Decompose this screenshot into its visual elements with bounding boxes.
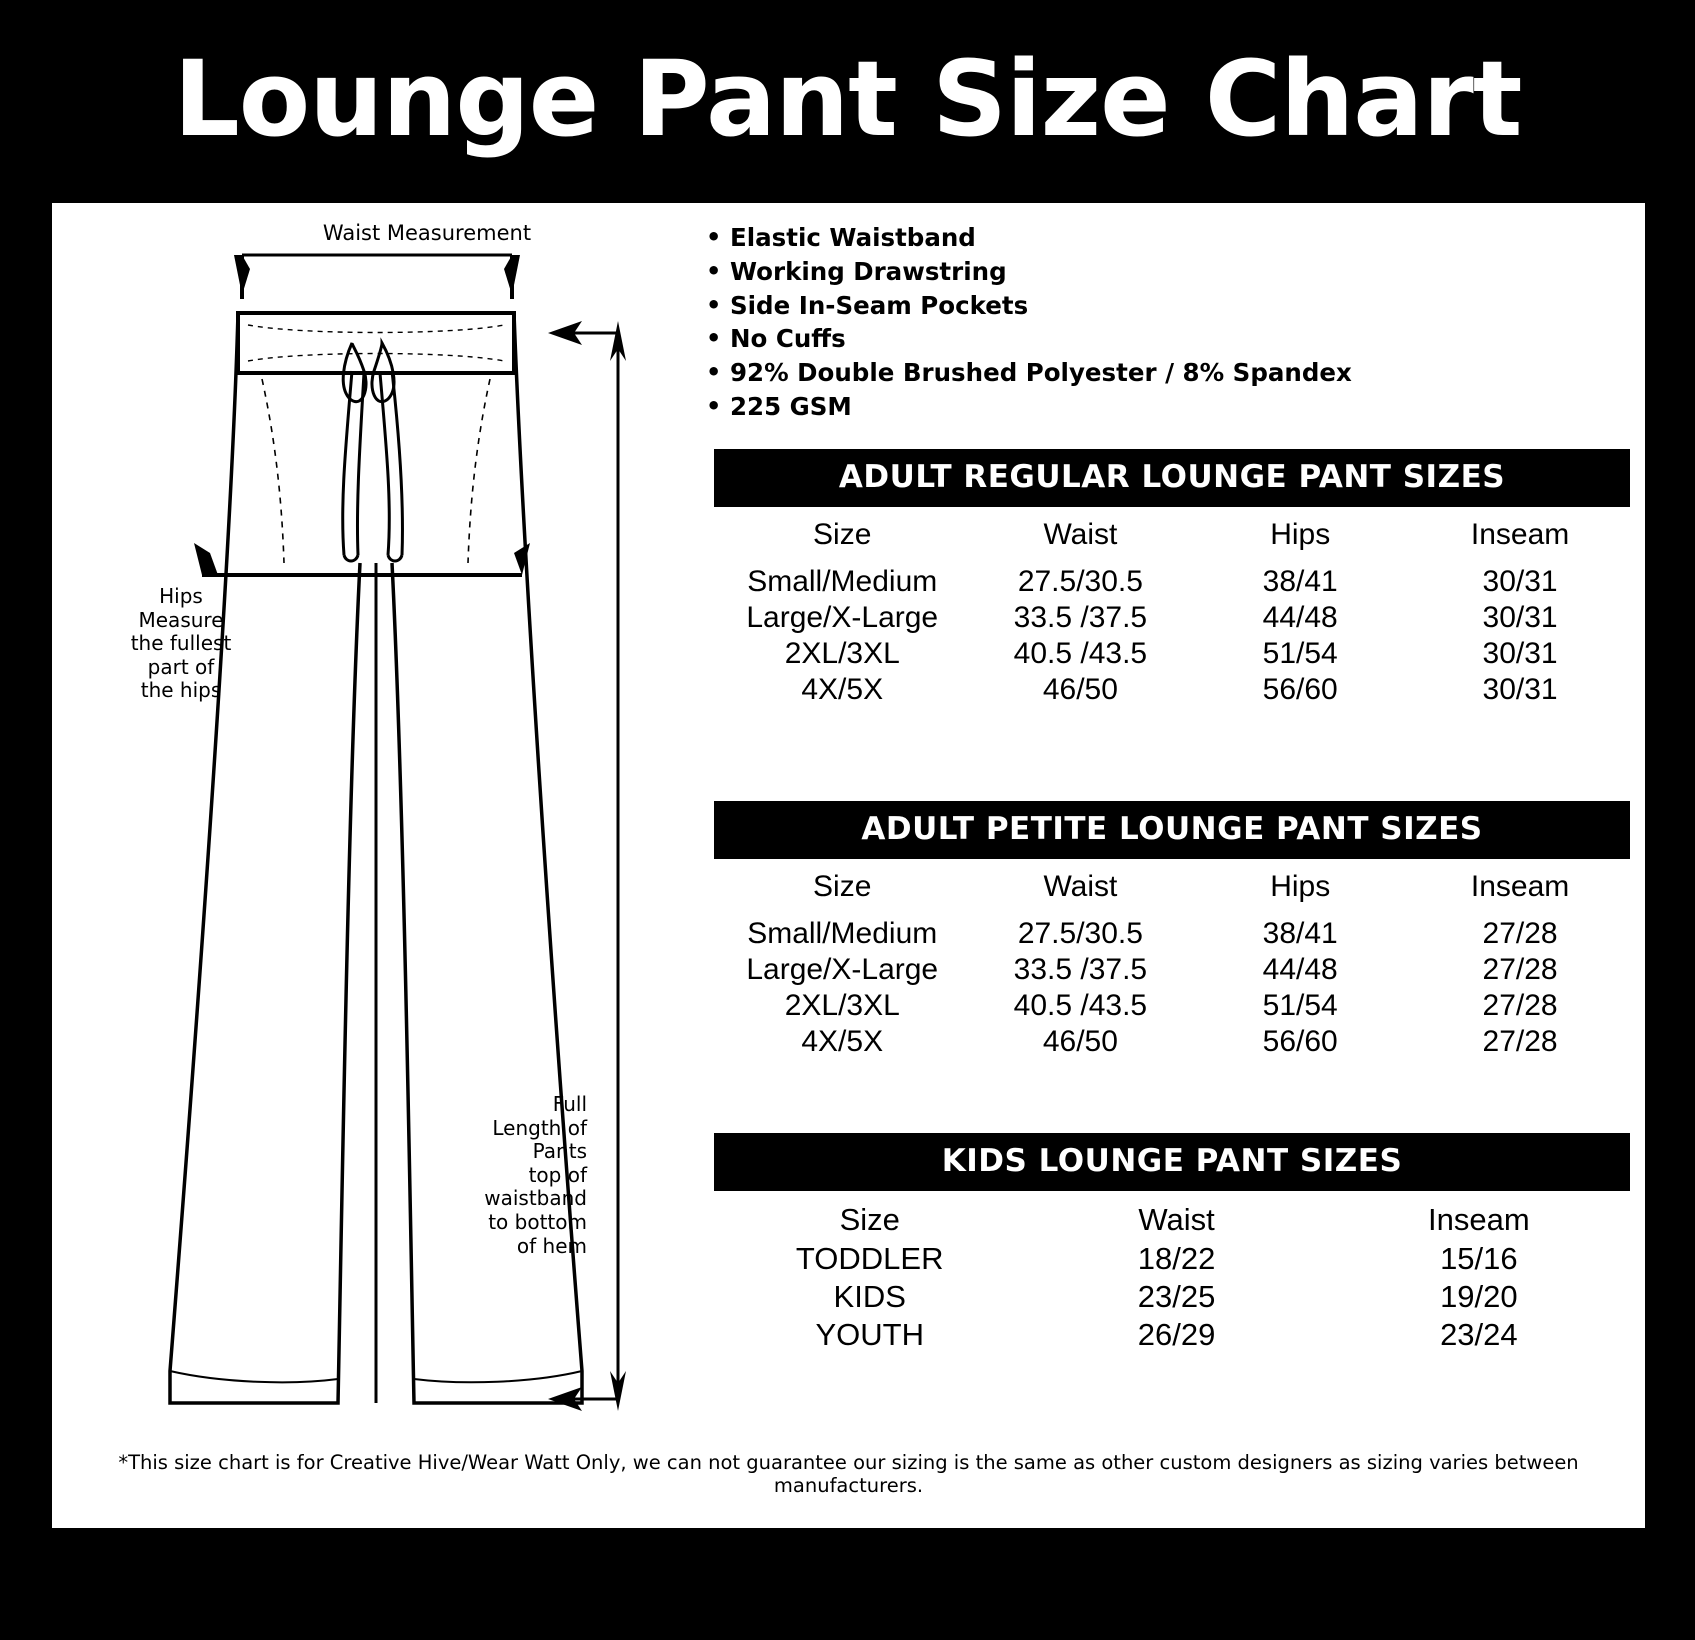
full-length-label: Full Length of Pants top of waistband to bottom of hem (484, 1092, 587, 1258)
column-header-inseam: Inseam (1470, 518, 1570, 551)
cell-waist: 18/22 (1137, 1241, 1216, 1276)
cell-size: 2XL/3XL (784, 989, 900, 1022)
table-row (714, 636, 1630, 672)
cell-inseam: 30/31 (1482, 565, 1558, 598)
table-row (714, 600, 1630, 636)
cell-waist: 33.5 /37.5 (1013, 601, 1148, 634)
cell-size: YOUTH (815, 1317, 924, 1352)
waist-measurement-label: Waist Measurement (322, 221, 532, 245)
cell-inseam: 30/31 (1482, 637, 1558, 670)
hips-measurement-label: Hips Measure the fullest part of the hips (130, 584, 232, 703)
cell-waist: 46/50 (1042, 673, 1118, 706)
feature-item: • 225 GSM (696, 390, 1636, 424)
cell-hips: 44/48 (1262, 601, 1338, 634)
cell-inseam: 15/16 (1440, 1241, 1518, 1276)
page-title: Lounge Pant Size Chart (173, 38, 1522, 160)
section-heading: KIDS LOUNGE PANT SIZES (714, 1133, 1630, 1191)
cell-waist: 23/25 (1137, 1279, 1216, 1314)
cell-waist: 33.5 /37.5 (1013, 953, 1148, 986)
adult-regular-table (714, 517, 1630, 708)
cell-size: Small/Medium (747, 565, 938, 598)
cell-size: 4X/5X (801, 1025, 884, 1058)
feature-item: • 92% Double Brushed Polyester / 8% Spandex (696, 356, 1636, 390)
cell-waist: 26/29 (1137, 1317, 1216, 1352)
cell-inseam: 27/28 (1482, 953, 1558, 986)
cell-hips: 56/60 (1262, 673, 1338, 706)
table-row (714, 1278, 1630, 1316)
table-row (714, 916, 1630, 952)
features-list (696, 221, 1636, 424)
column-header-inseam: Inseam (1428, 1202, 1530, 1237)
kids-table (714, 1201, 1630, 1354)
feature-item: • No Cuffs (696, 322, 1636, 356)
cell-size: 2XL/3XL (784, 637, 900, 670)
cell-size: Small/Medium (747, 917, 938, 950)
table-header-row (714, 1201, 1630, 1240)
table-row (714, 952, 1630, 988)
column-header-waist: Waist (1043, 518, 1118, 551)
column-header-hips: Hips (1270, 870, 1331, 903)
feature-item: • Elastic Waistband (696, 221, 1636, 255)
pant-drawing-svg (52, 203, 672, 1528)
cell-size: KIDS (833, 1279, 906, 1314)
feature-item: • Working Drawstring (696, 255, 1636, 289)
cell-inseam: 27/28 (1482, 989, 1558, 1022)
pant-illustration (52, 203, 672, 1528)
section-heading: ADULT REGULAR LOUNGE PANT SIZES (714, 449, 1630, 507)
table-header-row (714, 517, 1630, 564)
table-row (714, 1240, 1630, 1278)
cell-inseam: 27/28 (1482, 917, 1558, 950)
cell-hips: 44/48 (1262, 953, 1338, 986)
cell-size: TODDLER (795, 1241, 944, 1276)
cell-size: Large/X-Large (746, 601, 939, 634)
feature-item: • Side In-Seam Pockets (696, 289, 1636, 323)
disclaimer-note: *This size chart is for Creative Hive/Wear Watt Only, we can not guarantee our sizing is the same as other custom designers as sizing varies between manufacturers. (118, 1451, 1579, 1497)
column-header-waist: Waist (1043, 870, 1118, 903)
cell-waist: 27.5/30.5 (1017, 917, 1143, 950)
cell-hips: 38/41 (1262, 565, 1338, 598)
cell-waist: 46/50 (1042, 1025, 1118, 1058)
column-header-size: Size (813, 518, 872, 551)
details-column (672, 203, 1645, 1528)
cell-inseam: 23/24 (1440, 1317, 1518, 1352)
column-header-size: Size (839, 1202, 900, 1237)
adult-petite-table (714, 869, 1630, 1060)
column-header-hips: Hips (1270, 518, 1331, 551)
column-header-size: Size (813, 870, 872, 903)
table-row (714, 1024, 1630, 1060)
cell-inseam: 30/31 (1482, 601, 1558, 634)
section-adult-petite (714, 801, 1630, 1060)
section-kids (714, 1133, 1630, 1354)
cell-hips: 38/41 (1262, 917, 1338, 950)
cell-waist: 40.5 /43.5 (1013, 637, 1148, 670)
table-row (714, 1316, 1630, 1354)
cell-waist: 27.5/30.5 (1017, 565, 1143, 598)
cell-hips: 56/60 (1262, 1025, 1338, 1058)
section-adult-regular (714, 449, 1630, 708)
cell-inseam: 27/28 (1482, 1025, 1558, 1058)
table-row (714, 672, 1630, 708)
cell-size: 4X/5X (801, 673, 884, 706)
table-row (714, 988, 1630, 1024)
cell-hips: 51/54 (1262, 637, 1338, 670)
column-header-inseam: Inseam (1470, 870, 1570, 903)
chart-card (52, 203, 1645, 1528)
cell-hips: 51/54 (1262, 989, 1338, 1022)
table-header-row (714, 869, 1630, 916)
column-header-waist: Waist (1138, 1202, 1215, 1237)
section-heading: ADULT PETITE LOUNGE PANT SIZES (714, 801, 1630, 859)
table-row (714, 564, 1630, 600)
cell-inseam: 30/31 (1482, 673, 1558, 706)
cell-size: Large/X-Large (746, 953, 939, 986)
cell-waist: 40.5 /43.5 (1013, 989, 1148, 1022)
cell-inseam: 19/20 (1440, 1279, 1518, 1314)
